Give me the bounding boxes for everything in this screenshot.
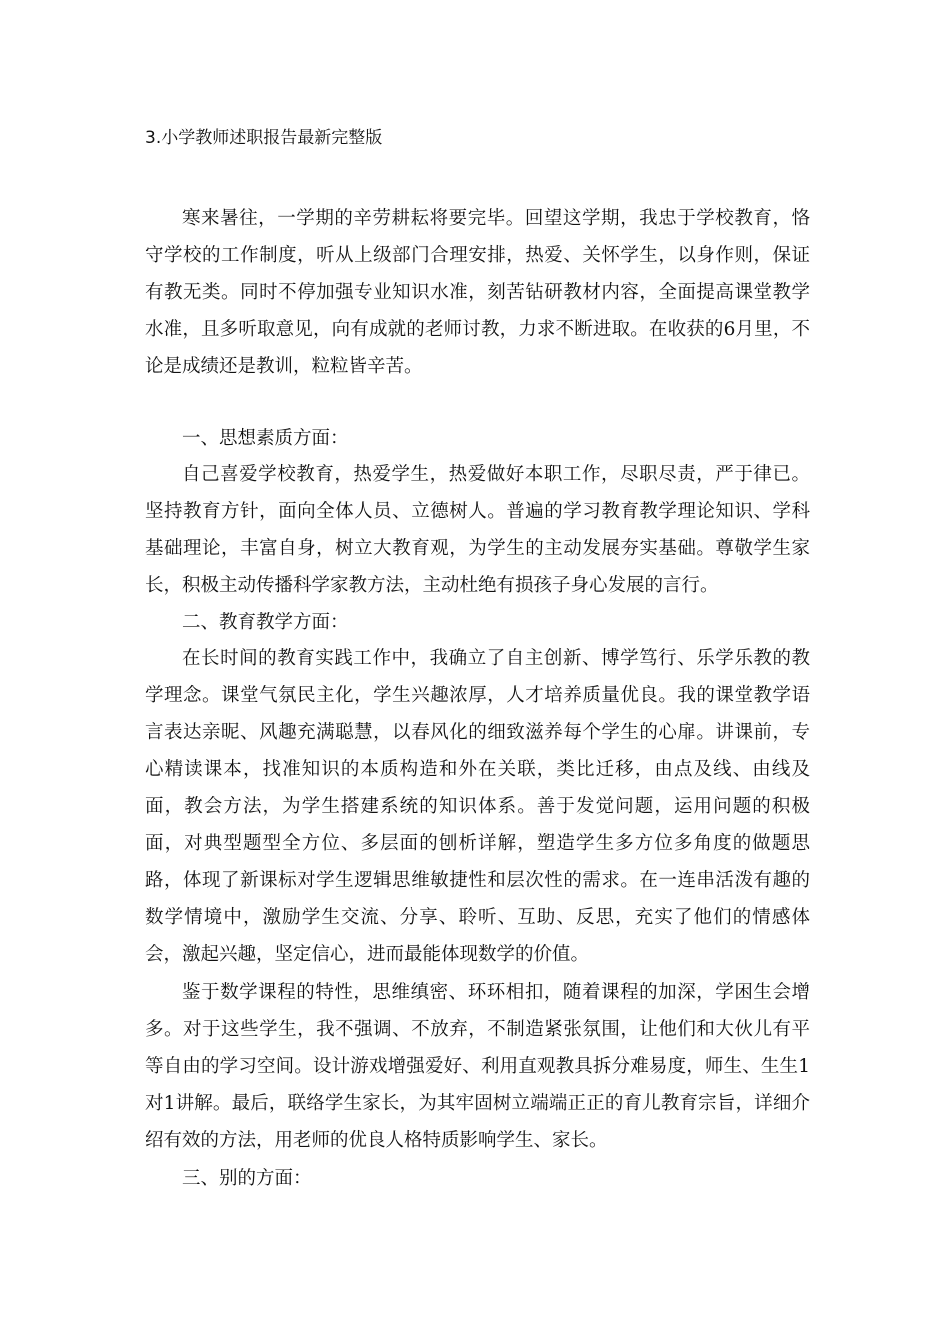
section-heading-other: 三、别的方面： [182, 1168, 312, 1189]
section-teaching-paragraph-1: 在长时间的教育实践工作中，我确立了自主创新、博学笃行、乐学乐教的教学理念。课堂气氛民主化，学生兴趣浓厚，人才培养质量优良。我的课堂教学语言表达亲昵、风趣充满聪慧，以春风化的细致滋养每个学生的心扉。讲课前，专心精读课本，找准知识的本质构造和外在关联，类比迁移，由点及线、由线及面，教会方法，为学生搭建系统的知识体系。善于发觉问题，运用问题的积极面，对典型题型全方位、多层面的刨析详解，塑造学生多方位多角度的做题思路，体现了新课标对学生逻辑思维敏捷性和层次性的需求。在一连串活泼有趣的数学情境中，激励学生交流、分享、聆听、互助、反思，充实了他们的情感体会，激起兴趣，坚定信心，进而最能体现数学的价值。 [145, 648, 810, 965]
section-heading-thought: 一、思想素质方面： [182, 428, 349, 449]
document-title: 3.小学教师述职报告最新完整版 [145, 128, 383, 148]
intro-paragraph: 寒来暑往，一学期的辛劳耕耘将要完毕。回望这学期，我忠于学校教育，恪守学校的工作制度，听从上级部门合理安排，热爱、关怀学生，以身作则，保证有教无类。同时不停加强专业知识水准，刻苦钻研教材内容，全面提高课堂教学水准，且多听取意见，向有成就的老师讨教，力求不断进取。在收获的6月里，不论是成绩还是教训，粒粒皆辛苦。 [145, 208, 810, 377]
section-heading-teaching: 二、教育教学方面： [182, 612, 349, 633]
section-thought-paragraph: 自己喜爱学校教育，热爱学生，热爱做好本职工作，尽职尽责，严于律已。坚持教育方针，面向全体人员、立德树人。普遍的学习教育教学理论知识、学科基础理论，丰富自身，树立大教育观，为学生的主动发展夯实基础。尊敬学生家长，积极主动传播科学家教方法，主动杜绝有损孩子身心发展的言行。 [145, 464, 810, 596]
section-teaching-paragraph-2: 鉴于数学课程的特性，思维缜密、环环相扣，随着课程的加深，学困生会增多。对于这些学生，我不强调、不放弃，不制造紧张氛围，让他们和大伙儿有平等自由的学习空间。设计游戏增强爱好、利用直观教具拆分难易度，师生、生生1对1讲解。最后，联络学生家长，为其牢固树立端端正正的育儿教育宗旨，详细介绍有效的方法，用老师的优良人格特质影响学生、家长。 [145, 982, 810, 1151]
